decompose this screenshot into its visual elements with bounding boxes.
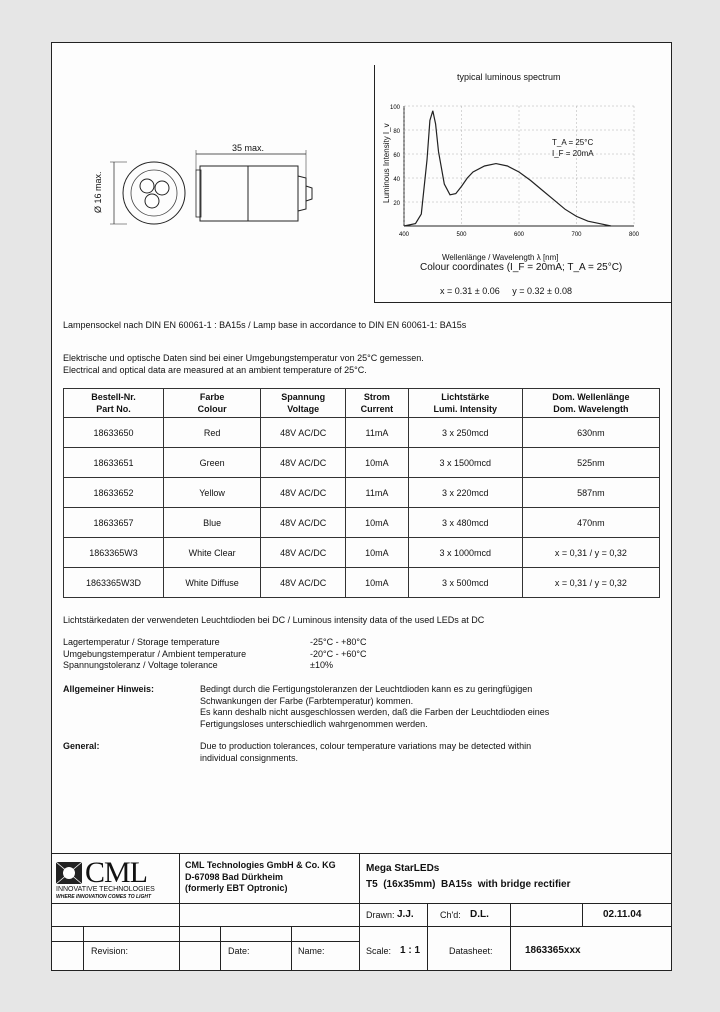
rating-value: -20°C - +60°C bbox=[310, 648, 367, 659]
hinweis-line: Schwankungen der Farbe (Farbtemperatur) kommen. bbox=[200, 695, 414, 706]
length-dimension: 35 max. bbox=[232, 143, 265, 153]
datasheet-value: 1863365xxx bbox=[525, 945, 581, 956]
cell-voltage: 48V AC/DC bbox=[261, 478, 346, 508]
drawn-value: J.J. bbox=[397, 909, 414, 920]
table-row bbox=[64, 448, 660, 478]
rating-label: Umgebungstemperatur / Ambient temperature bbox=[63, 648, 247, 659]
y-tick-label: 20 bbox=[393, 201, 400, 207]
cell-colour: Yellow bbox=[164, 478, 261, 508]
general-line: Due to production tolerances, colour temperature variations may be detected within bbox=[200, 741, 532, 751]
cell-wavelength: 525nm bbox=[522, 448, 659, 478]
chd-label: Ch'd: bbox=[440, 910, 461, 920]
cell-wavelength: 587nm bbox=[522, 478, 659, 508]
x-tick-label: 700 bbox=[571, 232, 582, 238]
header-wavelength: Dom. Wellenlänge Dom. Wavelength bbox=[522, 389, 659, 418]
spectrum-chart bbox=[374, 98, 654, 258]
table-header-row bbox=[64, 389, 660, 418]
cell-intensity: 3 x 220mcd bbox=[408, 478, 522, 508]
spectrum-xlabel: Wellenlänge / Wavelength λ [nm] bbox=[442, 253, 559, 262]
revision-label: Revision: bbox=[91, 946, 129, 956]
name-label: Name: bbox=[298, 946, 325, 956]
y-tick-label: 40 bbox=[393, 177, 400, 183]
company-address bbox=[185, 860, 336, 895]
cell-part-no: 18633657 bbox=[64, 508, 164, 538]
cell-current: 11mA bbox=[346, 478, 408, 508]
table-row bbox=[64, 508, 660, 538]
temp-note-de: Elektrische und optische Daten sind bei einer Umgebungstemperatur von 25°C gemessen. bbox=[63, 353, 424, 363]
cell-wavelength: x = 0,31 / y = 0,32 bbox=[522, 538, 659, 568]
cell-colour: White Clear bbox=[164, 538, 261, 568]
cell-part-no: 18633651 bbox=[64, 448, 164, 478]
chd-value: D.L. bbox=[470, 909, 489, 920]
rating-label: Lagertemperatur / Storage temperature bbox=[63, 637, 220, 647]
cell-intensity: 3 x 480mcd bbox=[408, 508, 522, 538]
cell-voltage: 48V AC/DC bbox=[261, 418, 346, 448]
spectrum-title: typical luminous spectrum bbox=[457, 72, 561, 82]
title-block bbox=[52, 853, 671, 971]
cell-wavelength: 630nm bbox=[522, 418, 659, 448]
x-tick-label: 500 bbox=[456, 232, 467, 238]
table-row bbox=[64, 568, 660, 598]
cell-current: 10mA bbox=[346, 568, 408, 598]
general-label: General: bbox=[63, 741, 100, 751]
scale-label: Scale: bbox=[366, 946, 392, 956]
datasheet-sheet bbox=[51, 42, 672, 971]
logo-subtitle: INNOVATIVE TECHNOLOGIES bbox=[56, 886, 155, 893]
table-row bbox=[64, 418, 660, 448]
cell-wavelength: 470nm bbox=[522, 508, 659, 538]
spectrum-curve bbox=[404, 111, 611, 226]
cell-intensity: 3 x 1500mcd bbox=[408, 448, 522, 478]
drawn-label: Drawn: bbox=[366, 910, 395, 920]
cell-wavelength: x = 0,31 / y = 0,32 bbox=[522, 568, 659, 598]
logo-text: CML bbox=[85, 856, 148, 889]
rating-label: Spannungstoleranz / Voltage tolerance bbox=[63, 660, 218, 670]
general-text bbox=[200, 741, 531, 764]
header-current: Strom Current bbox=[346, 389, 408, 418]
header-voltage: Spannung Voltage bbox=[261, 389, 346, 418]
cell-current: 10mA bbox=[346, 448, 408, 478]
ratings-values bbox=[310, 637, 366, 672]
x-tick-label: 600 bbox=[513, 232, 525, 238]
spectrum-cond-current: I_F = 20mA bbox=[552, 149, 594, 158]
rating-value: ±10% bbox=[310, 660, 333, 670]
cell-colour: White Diffuse bbox=[164, 568, 261, 598]
scale-value: 1 : 1 bbox=[400, 945, 421, 956]
hinweis-line: Fertigungsloses unterschiedlich wahrgenommen werden. bbox=[200, 718, 428, 729]
cell-current: 10mA bbox=[346, 508, 408, 538]
cell-intensity: 3 x 250mcd bbox=[408, 418, 522, 448]
hinweis-label: Allgemeiner Hinweis: bbox=[63, 684, 155, 694]
colour-xy: x = 0.31 ± 0.06 y = 0.32 ± 0.08 bbox=[440, 286, 572, 296]
header-intensity: Lichtstärke Lumi. Intensity bbox=[408, 389, 522, 418]
colour-coordinates: Colour coordinates (I_F = 20mA; T_A = 25°C) bbox=[420, 262, 623, 273]
cell-voltage: 48V AC/DC bbox=[261, 448, 346, 478]
led-data-table bbox=[63, 388, 660, 598]
cell-intensity: 3 x 500mcd bbox=[408, 568, 522, 598]
luminous-intensity-note: Lichtstärkedaten der verwendeten Leuchtdioden bei DC / Luminous intensity data of the used LEDs at DC bbox=[63, 615, 485, 625]
lamp-base-note: Lampensockel nach DIN EN 60061-1 : BA15s / Lamp base in accordance to DIN EN 60061-1: BA15s bbox=[63, 320, 467, 330]
hinweis-line: Bedingt durch die Fertigungstoleranzen der Leuchtdioden kann es zu geringfügigen bbox=[200, 684, 533, 694]
diameter-dimension: Ø 16 max. bbox=[93, 171, 103, 213]
lamp-drawing bbox=[92, 138, 332, 248]
cell-colour: Green bbox=[164, 448, 261, 478]
hinweis-line: Es kann deshalb nicht ausgeschlossen werden, daß die Farben der Leuchtdioden eines bbox=[200, 707, 550, 717]
y-tick-label: 80 bbox=[393, 129, 400, 135]
table-row bbox=[64, 538, 660, 568]
cell-voltage: 48V AC/DC bbox=[261, 538, 346, 568]
x-tick-label: 400 bbox=[398, 232, 410, 238]
cell-voltage: 48V AC/DC bbox=[261, 568, 346, 598]
x-tick-label: 800 bbox=[628, 232, 640, 238]
table-row bbox=[64, 478, 660, 508]
hinweis-text bbox=[200, 684, 549, 730]
header-part-no: Bestell-Nr. Part No. bbox=[64, 389, 164, 418]
cell-colour: Blue bbox=[164, 508, 261, 538]
header-colour: Farbe Colour bbox=[164, 389, 261, 418]
company-line: D-67098 Bad Dürkheim bbox=[185, 871, 284, 882]
temp-note-en: Electrical and optical data are measured at an ambient temperature of 25°C. bbox=[63, 365, 367, 375]
cell-current: 11mA bbox=[346, 418, 408, 448]
cell-part-no: 1863365W3 bbox=[64, 538, 164, 568]
datasheet-label: Datasheet: bbox=[449, 946, 493, 956]
rating-value: -25°C - +80°C bbox=[310, 637, 367, 647]
y-tick-label: 100 bbox=[389, 105, 400, 111]
spectrum-cond-temp: T_A = 25°C bbox=[552, 138, 594, 147]
cell-voltage: 48V AC/DC bbox=[261, 508, 346, 538]
company-line: (formerly EBT Optronic) bbox=[185, 883, 288, 893]
cell-part-no: 1863365W3D bbox=[64, 568, 164, 598]
ratings-labels bbox=[63, 637, 246, 672]
logo-tagline: WHERE INNOVATION COMES TO LIGHT bbox=[56, 894, 151, 900]
date-value: 02.11.04 bbox=[603, 909, 642, 920]
spectrum-ylabel: Luminous Intensity I_v bbox=[382, 123, 391, 203]
y-tick-label: 60 bbox=[393, 153, 400, 159]
date-label: Date: bbox=[228, 946, 250, 956]
company-line: CML Technologies GmbH & Co. KG bbox=[185, 860, 336, 870]
cell-part-no: 18633652 bbox=[64, 478, 164, 508]
product-name: Mega StarLEDs bbox=[366, 863, 440, 874]
cell-part-no: 18633650 bbox=[64, 418, 164, 448]
general-line: individual consignments. bbox=[200, 752, 299, 763]
cell-current: 10mA bbox=[346, 538, 408, 568]
cell-colour: Red bbox=[164, 418, 261, 448]
cell-intensity: 3 x 1000mcd bbox=[408, 538, 522, 568]
product-description: T5 (16x35mm) BA15s with bridge rectifier bbox=[366, 879, 571, 890]
